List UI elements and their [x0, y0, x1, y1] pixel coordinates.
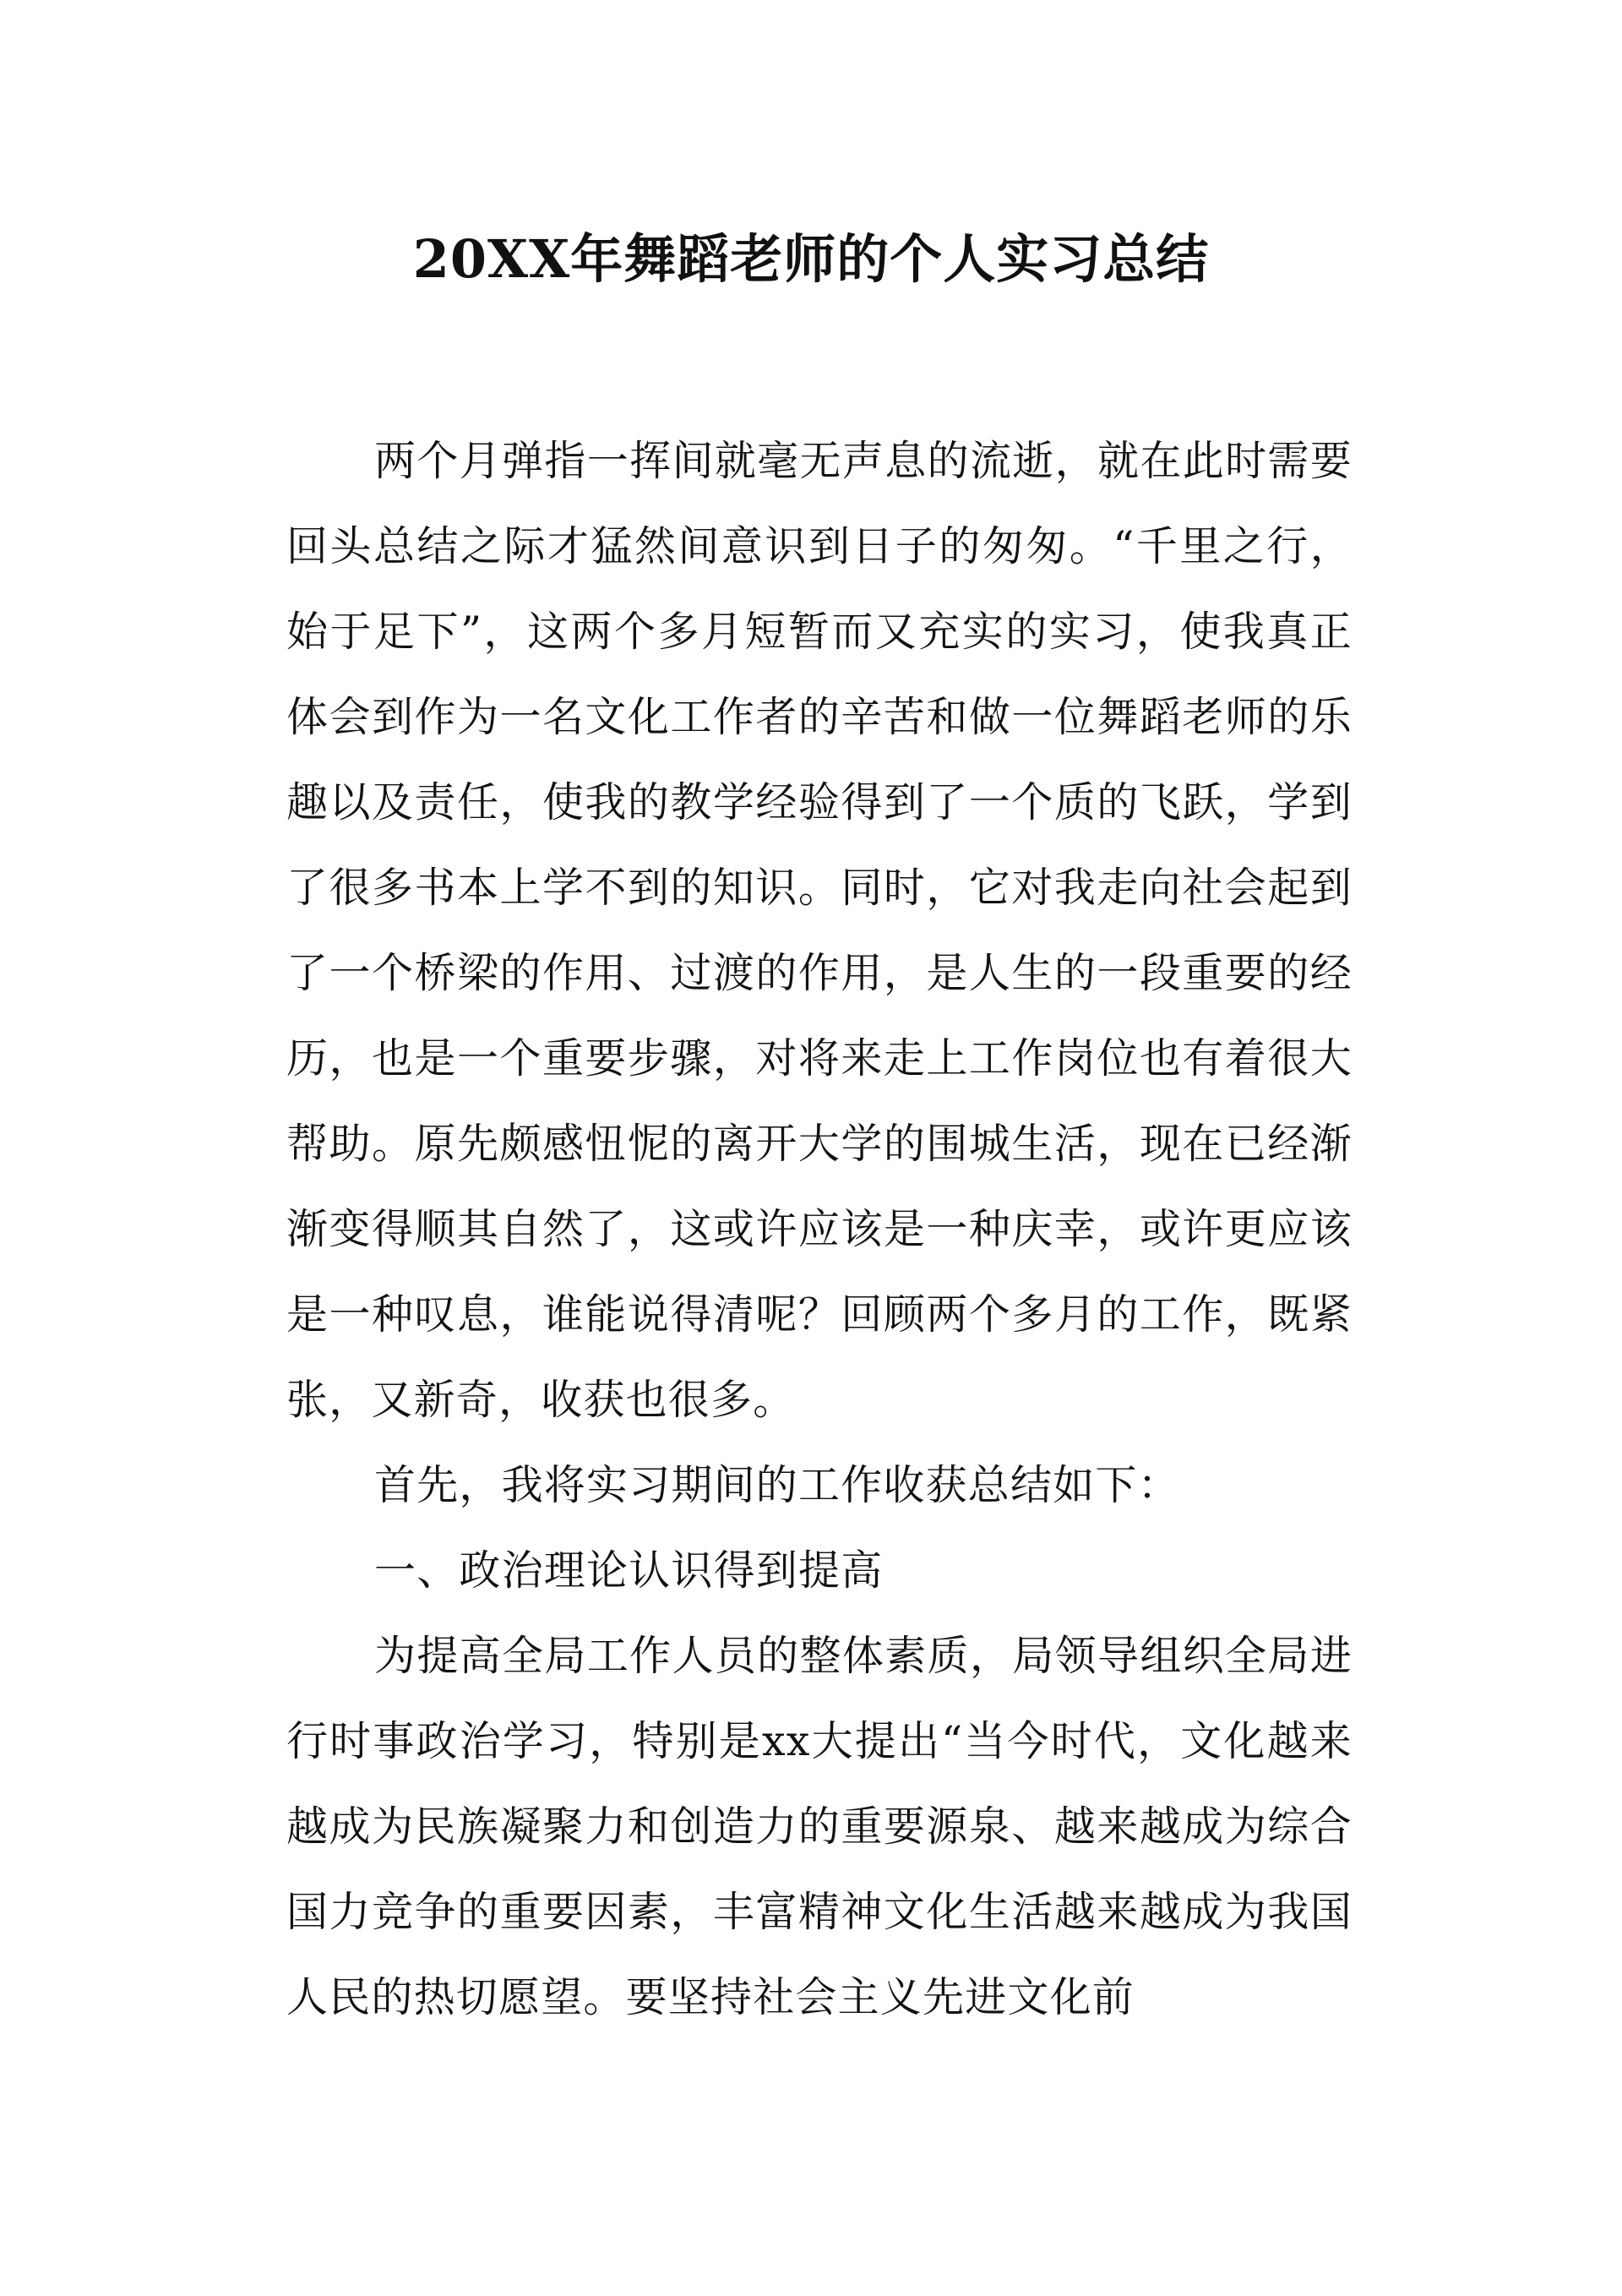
- paragraph-politics: 为提高全局工作人员的整体素质，局领导组织全局进行时事政治学习，特别是xx大提出“当今时代，文化越来越成为民族凝聚力和创造力的重要源泉、越来越成为综合国力竞争的重要因素，丰富精神文化生活越来越成为我国人民的热切愿望。要坚持社会主义先进文化前: [286, 1632, 1353, 2021]
- paragraph-summary-lead: 首先，我将实习期间的工作收获总结如下：: [374, 1461, 1180, 1509]
- document-body: [286, 418, 1353, 2040]
- paragraph-intro: 两个月弹指一挥间就毫无声息的流逝，就在此时需要回头总结之际才猛然间意识到日子的匆匆。“千里之行，始于足下”，这两个多月短暂而又充实的实习，使我真正体会到作为一名文化工作者的辛苦和做一位舞蹈老师的乐趣以及责任，使我的教学经验得到了一个质的飞跃，学到了很多书本上学不到的知识。同时，它对我走向社会起到了一个桥梁的作用、过渡的作用，是人生的一段重要的经历，也是一个重要步骤，对将来走上工作岗位也有着很大帮助。原先颇感忸怩的离开大学的围城生活，现在已经渐渐变得顺其自然了，这或许应该是一种庆幸，或许更应该是一种叹息，谁能说得清呢？回顾两个多月的工作，既紧张，又新奇，收获也很多。: [286, 437, 1353, 1424]
- document-title: 20XX年舞蹈老师的个人实习总结: [412, 228, 1210, 290]
- section-heading-politics: 一、政治理论认识得到提高: [374, 1546, 884, 1595]
